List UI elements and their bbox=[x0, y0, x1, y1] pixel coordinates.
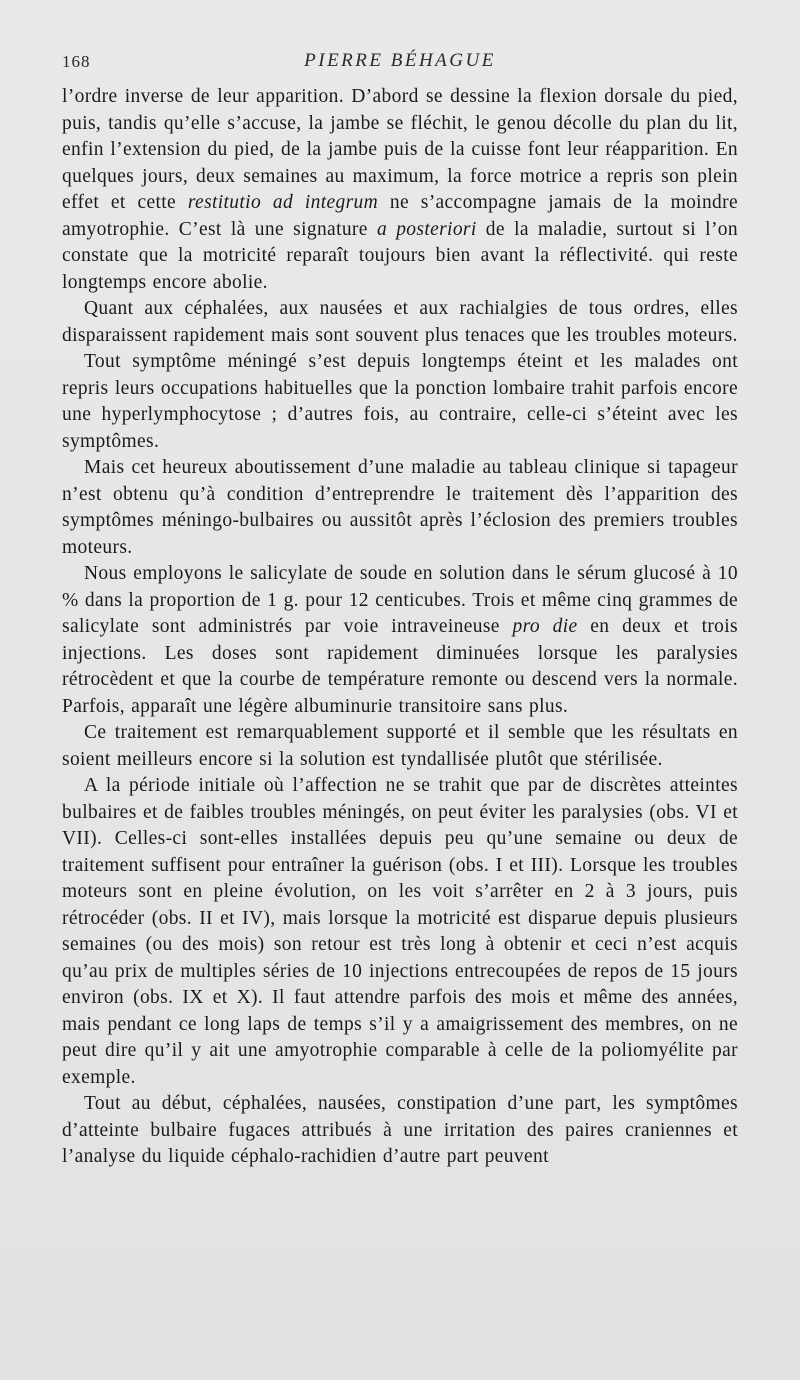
text-segment: de la maladie, surtout si l’on constate que la motricité reparaît toujours bien avant la réflectivité. qui reste longtemps encore abolie. bbox=[62, 218, 738, 293]
text-segment: l’ordre inverse de leur apparition. D’abord se dessine la flexion dorsale du pied, puis, tandis qu’elle s’accuse, la jambe se fléchit, le genou décolle du plan du lit, enfin l’extension du pied, de la jambe puis de la cuisse font leur réapparition. En quelques jours, deux semaines au maximum, la force motrice a repris son plein effet et cette bbox=[62, 86, 738, 213]
text-segment: Quant aux céphalées, aux nausées et aux rachialgies de tous ordres, elles disparaissent rapidement mais sont souvent plus tenaces que les troubles moteurs. bbox=[62, 298, 738, 346]
italic-phrase: restitutio ad integrum bbox=[187, 192, 379, 213]
paragraph bbox=[62, 84, 738, 296]
text-segment: Tout au début, céphalées, nausées, constipation d’une part, les symptômes d’atteinte bulbaire fugaces attribués à une irritation des paires craniennes et l’analyse du liquide céphalo-rachidien d’autre part peuvent bbox=[62, 1093, 738, 1167]
page-header bbox=[62, 50, 738, 74]
text-segment: A la période initiale où l’affection ne se trahit que par de discrètes atteintes bulbaires et de faibles troubles méningés, on peut éviter les paralysies (obs. VI et VII). Celles-ci sont-elles installées depuis peu qu’une semaine ou deux de traitement suffisent pour entraîner la guérison (obs. I et III). Lorsque les troubles moteurs sont en pleine évolution, on les voit s’arrêter en 2 à 3 jours, puis rétrocéder (obs. II et IV), mais lorsque la motricité est disparue depuis plusieurs semaines (ou des mois) son retour est très long à obtenir et ceci n’est acquis qu’au prix de multiples séries de 10 injections entrecoupées de repos de 15 jours environ (obs. IX et X). Il faut attendre parfois des mois et même des années, mais pendant ce long laps de temps s’il y a amaigrissement des membres, on ne peut dire qu’il y ait une amyotrophie comparable à celle de la poliomyélite par exemple. bbox=[62, 775, 738, 1088]
paragraph bbox=[62, 455, 738, 561]
paragraph bbox=[62, 720, 738, 773]
paragraph bbox=[62, 773, 738, 1091]
text-segment: Ce traitement est remarquablement supporté et il semble que les résultats en soient meilleurs encore si la solution est tyndallisée plutôt que stérilisée. bbox=[62, 722, 738, 770]
paragraph bbox=[62, 561, 738, 720]
text-segment: Tout symptôme méningé s’est depuis longtemps éteint et les malades ont repris leurs occupations habituelles que la ponction lombaire trahit parfois encore une hyperlymphocytose ; d’autres fois, au contraire, celle-ci s’éteint avec les symptômes. bbox=[62, 351, 738, 452]
italic-phrase: pro die bbox=[512, 616, 578, 637]
text-segment: Nous employons le salicylate de soude en solution dans le sérum glucosé à 10 % dans la proportion de 1 g. pour 12 centicubes. Trois et même cinq grammes de salicylate sont administrés par voie intraveineuse bbox=[62, 563, 738, 637]
page-number: 168 bbox=[62, 52, 91, 71]
text-segment: ne s’accompagne jamais de la moindre amyotrophie. C’est là une signature bbox=[62, 192, 738, 240]
body-text bbox=[62, 84, 738, 1171]
running-head-author: PIERRE BÉHAGUE bbox=[304, 50, 496, 71]
paragraph bbox=[62, 349, 738, 455]
paragraph bbox=[62, 296, 738, 349]
text-segment: en deux et trois injections. Les doses sont rapidement diminuées lorsque les paralysies rétrocèdent et que la courbe de température remonte ou descend vers la normale. Parfois, apparaît une légère albuminurie transitoire sans plus. bbox=[62, 616, 738, 717]
text-segment: Mais cet heureux aboutissement d’une maladie au tableau clinique si tapageur n’est obtenu qu’à condition d’entreprendre le traitement dès l’apparition des symptômes méningo-bulbaires ou aussitôt après l’éclosion des premiers troubles moteurs. bbox=[62, 457, 738, 558]
italic-phrase: a posteriori bbox=[376, 218, 477, 240]
paragraph bbox=[62, 1091, 738, 1171]
